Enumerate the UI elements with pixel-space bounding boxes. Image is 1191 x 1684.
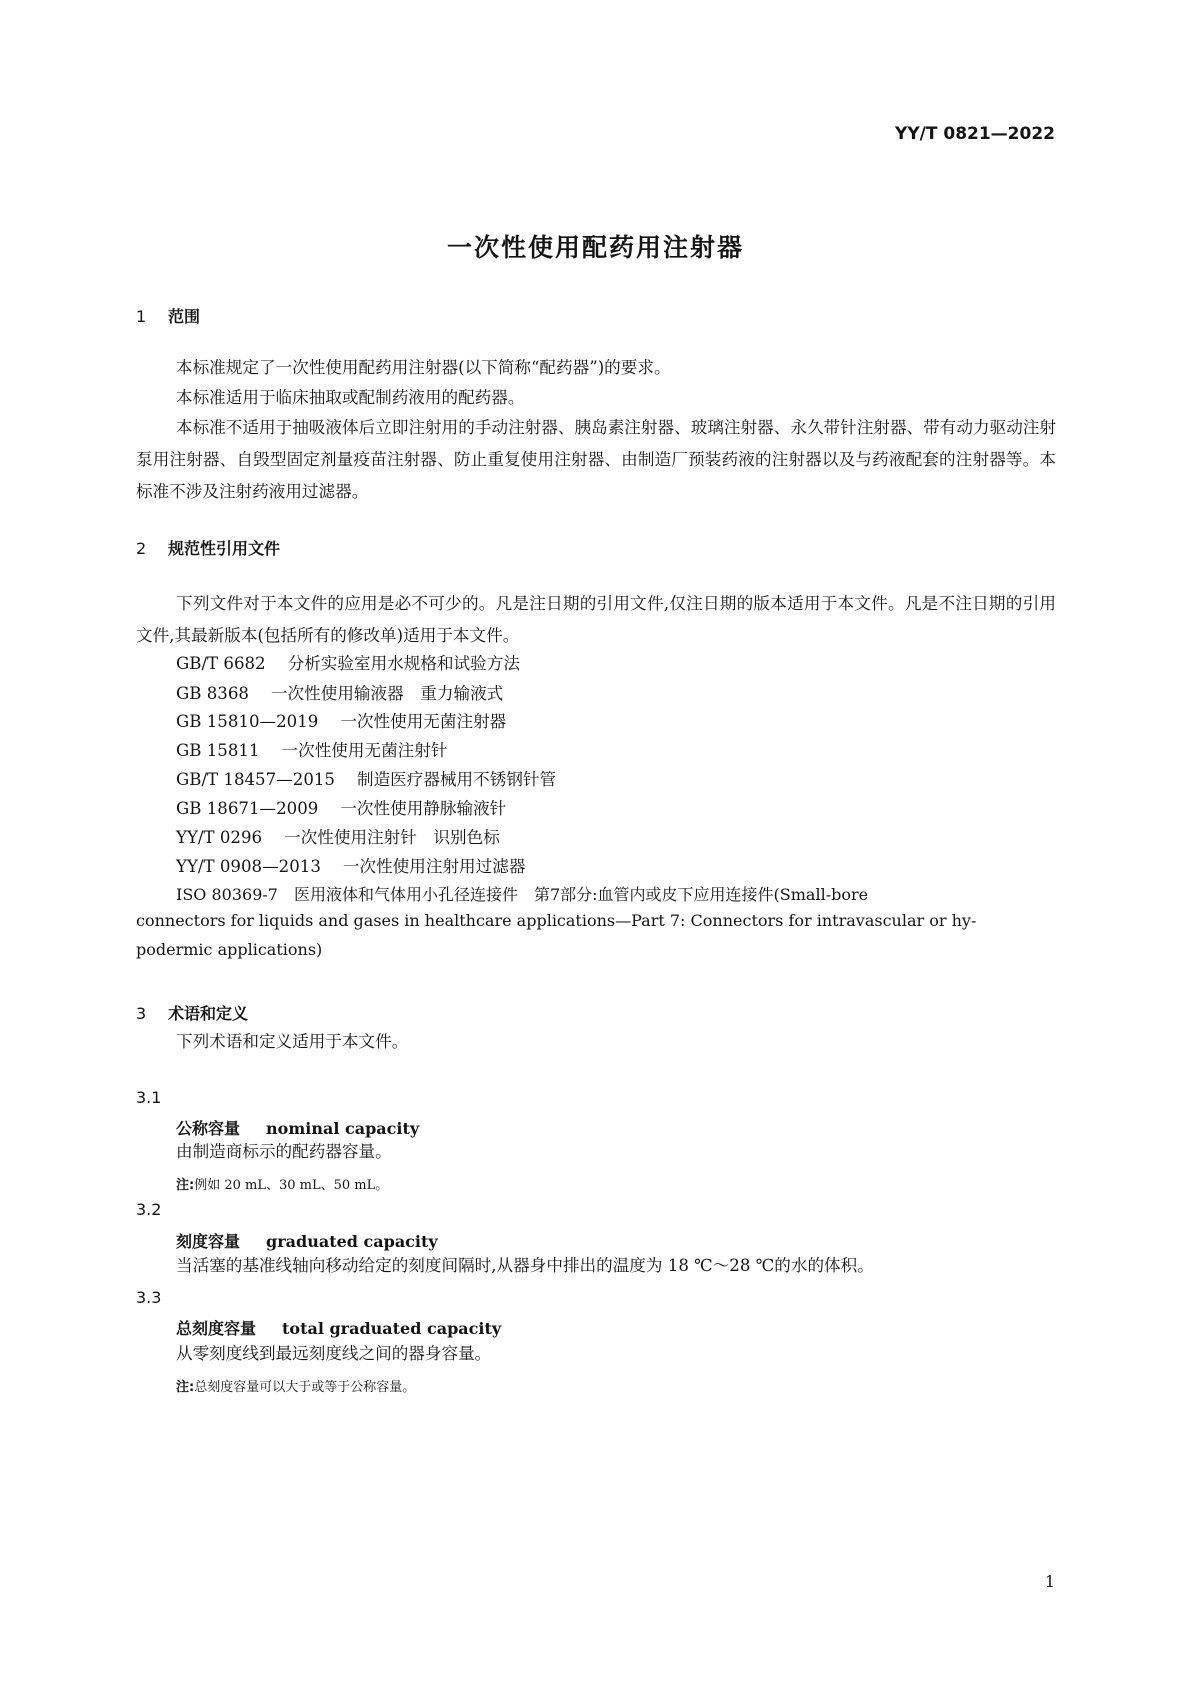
reference-item — [176, 680, 503, 704]
reference-code: GB 8368 — [176, 684, 249, 703]
note-text: 总刻度容量可以大于或等于公称容量。 — [194, 1380, 416, 1395]
note — [176, 1376, 415, 1395]
reference-code: GB/T 18457—2015 — [176, 770, 335, 789]
page-number: 1 — [1044, 1572, 1055, 1591]
term-number: 3.2 — [136, 1200, 162, 1219]
term-definition: 从零刻度线到最远刻度线之间的器身容量。 — [176, 1344, 492, 1363]
term-heading — [176, 1316, 501, 1339]
reference-title: 一次性使用无菌注射器 — [340, 712, 507, 731]
reference-code: YY/T 0296 — [176, 828, 263, 847]
note — [176, 1174, 388, 1193]
reference-item — [176, 795, 506, 819]
paragraph: 本标准适用于临床抽取或配制药液用的配药器。 — [176, 388, 525, 407]
reference-title: 一次性使用注射针 识别色标 — [284, 828, 500, 847]
reference-title: 一次性使用静脉输液针 — [340, 799, 507, 818]
reference-title: 制造医疗器械用不锈钢针管 — [357, 770, 557, 789]
iso-reference-line: connectors for liquids and gases in healthcare applications—Part 7: Connectors for intravascular or hy- — [136, 911, 977, 930]
reference-title: 一次性使用输液器 重力输液式 — [270, 684, 504, 703]
section-number: 1 — [136, 307, 147, 326]
section-2-heading — [136, 536, 280, 559]
paragraph: 本标准规定了一次性使用配药用注射器(以下简称“配药器”)的要求。 — [176, 358, 671, 377]
section-3-heading — [136, 1001, 248, 1024]
iso-reference-line: podermic applications) — [136, 940, 323, 959]
term-zh: 公称容量 — [176, 1119, 241, 1138]
reference-item — [176, 853, 525, 877]
term-zh: 总刻度容量 — [176, 1319, 257, 1338]
reference-item — [176, 708, 506, 732]
reference-title: 一次性使用无菌注射针 — [281, 741, 448, 760]
reference-item — [176, 766, 556, 790]
reference-item — [176, 737, 447, 761]
reference-title: 一次性使用注射用过滤器 — [342, 857, 526, 876]
section-1-heading — [136, 304, 200, 327]
reference-item — [176, 824, 500, 848]
reference-code: GB 18671—2009 — [176, 799, 319, 818]
note-label: 注: — [176, 1178, 195, 1193]
section-number: 3 — [136, 1004, 147, 1023]
paragraph: 下列术语和定义适用于本文件。 — [176, 1032, 409, 1051]
term-en: nominal capacity — [266, 1119, 420, 1138]
paragraph: 下列文件对于本文件的应用是必不可少的。凡是注日期的引用文件,仅注日期的版本适用于本文件。凡是不注日期的引用文件,其最新版本(包括所有的修改单)适用于本文件。 — [136, 594, 1056, 645]
term-definition: 当活塞的基准线轴向移动给定的刻度间隔时,从器身中排出的温度为 18 ℃～28 ℃的水的体积。 — [176, 1256, 874, 1275]
document-title: 一次性使用配药用注射器 — [446, 233, 744, 262]
section-title: 范围 — [168, 307, 201, 326]
reference-title: 分析实验室用水规格和试验方法 — [287, 654, 520, 673]
reference-code: GB 15810—2019 — [176, 712, 319, 731]
iso-reference-line: ISO 80369-7 医用液体和气体用小孔径连接件 第7部分:血管内或皮下应用连接件(Small-bore — [176, 885, 869, 904]
term-en: graduated capacity — [266, 1232, 438, 1251]
note-text: 例如 20 mL、30 mL、50 mL。 — [194, 1178, 389, 1193]
reference-code: YY/T 0908—2013 — [176, 857, 321, 876]
standard-code: YY/T 0821—2022 — [895, 124, 1055, 144]
term-en: total graduated capacity — [282, 1319, 502, 1338]
term-zh: 刻度容量 — [176, 1232, 241, 1251]
note-label: 注: — [176, 1380, 195, 1395]
term-heading — [176, 1229, 438, 1252]
term-number: 3.1 — [136, 1088, 162, 1107]
section-title: 术语和定义 — [168, 1004, 249, 1023]
section-title: 规范性引用文件 — [168, 539, 281, 558]
reference-code: GB 15811 — [176, 741, 260, 760]
reference-code: GB/T 6682 — [176, 654, 266, 673]
paragraph: 本标准不适用于抽吸液体后立即注射用的手动注射器、胰岛素注射器、玻璃注射器、永久带针注射器、带有动力驱动注射泵用注射器、自毁型固定剂量疫苗注射器、防止重复使用注射器、由制造厂预装药液的注射器以及与药液配套的注射器等。本标准不涉及注射药液用过滤器。 — [136, 418, 1056, 501]
reference-item — [176, 650, 520, 674]
term-definition: 由制造商标示的配药器容量。 — [176, 1142, 392, 1161]
section-number: 2 — [136, 539, 147, 558]
term-number: 3.3 — [136, 1288, 162, 1307]
